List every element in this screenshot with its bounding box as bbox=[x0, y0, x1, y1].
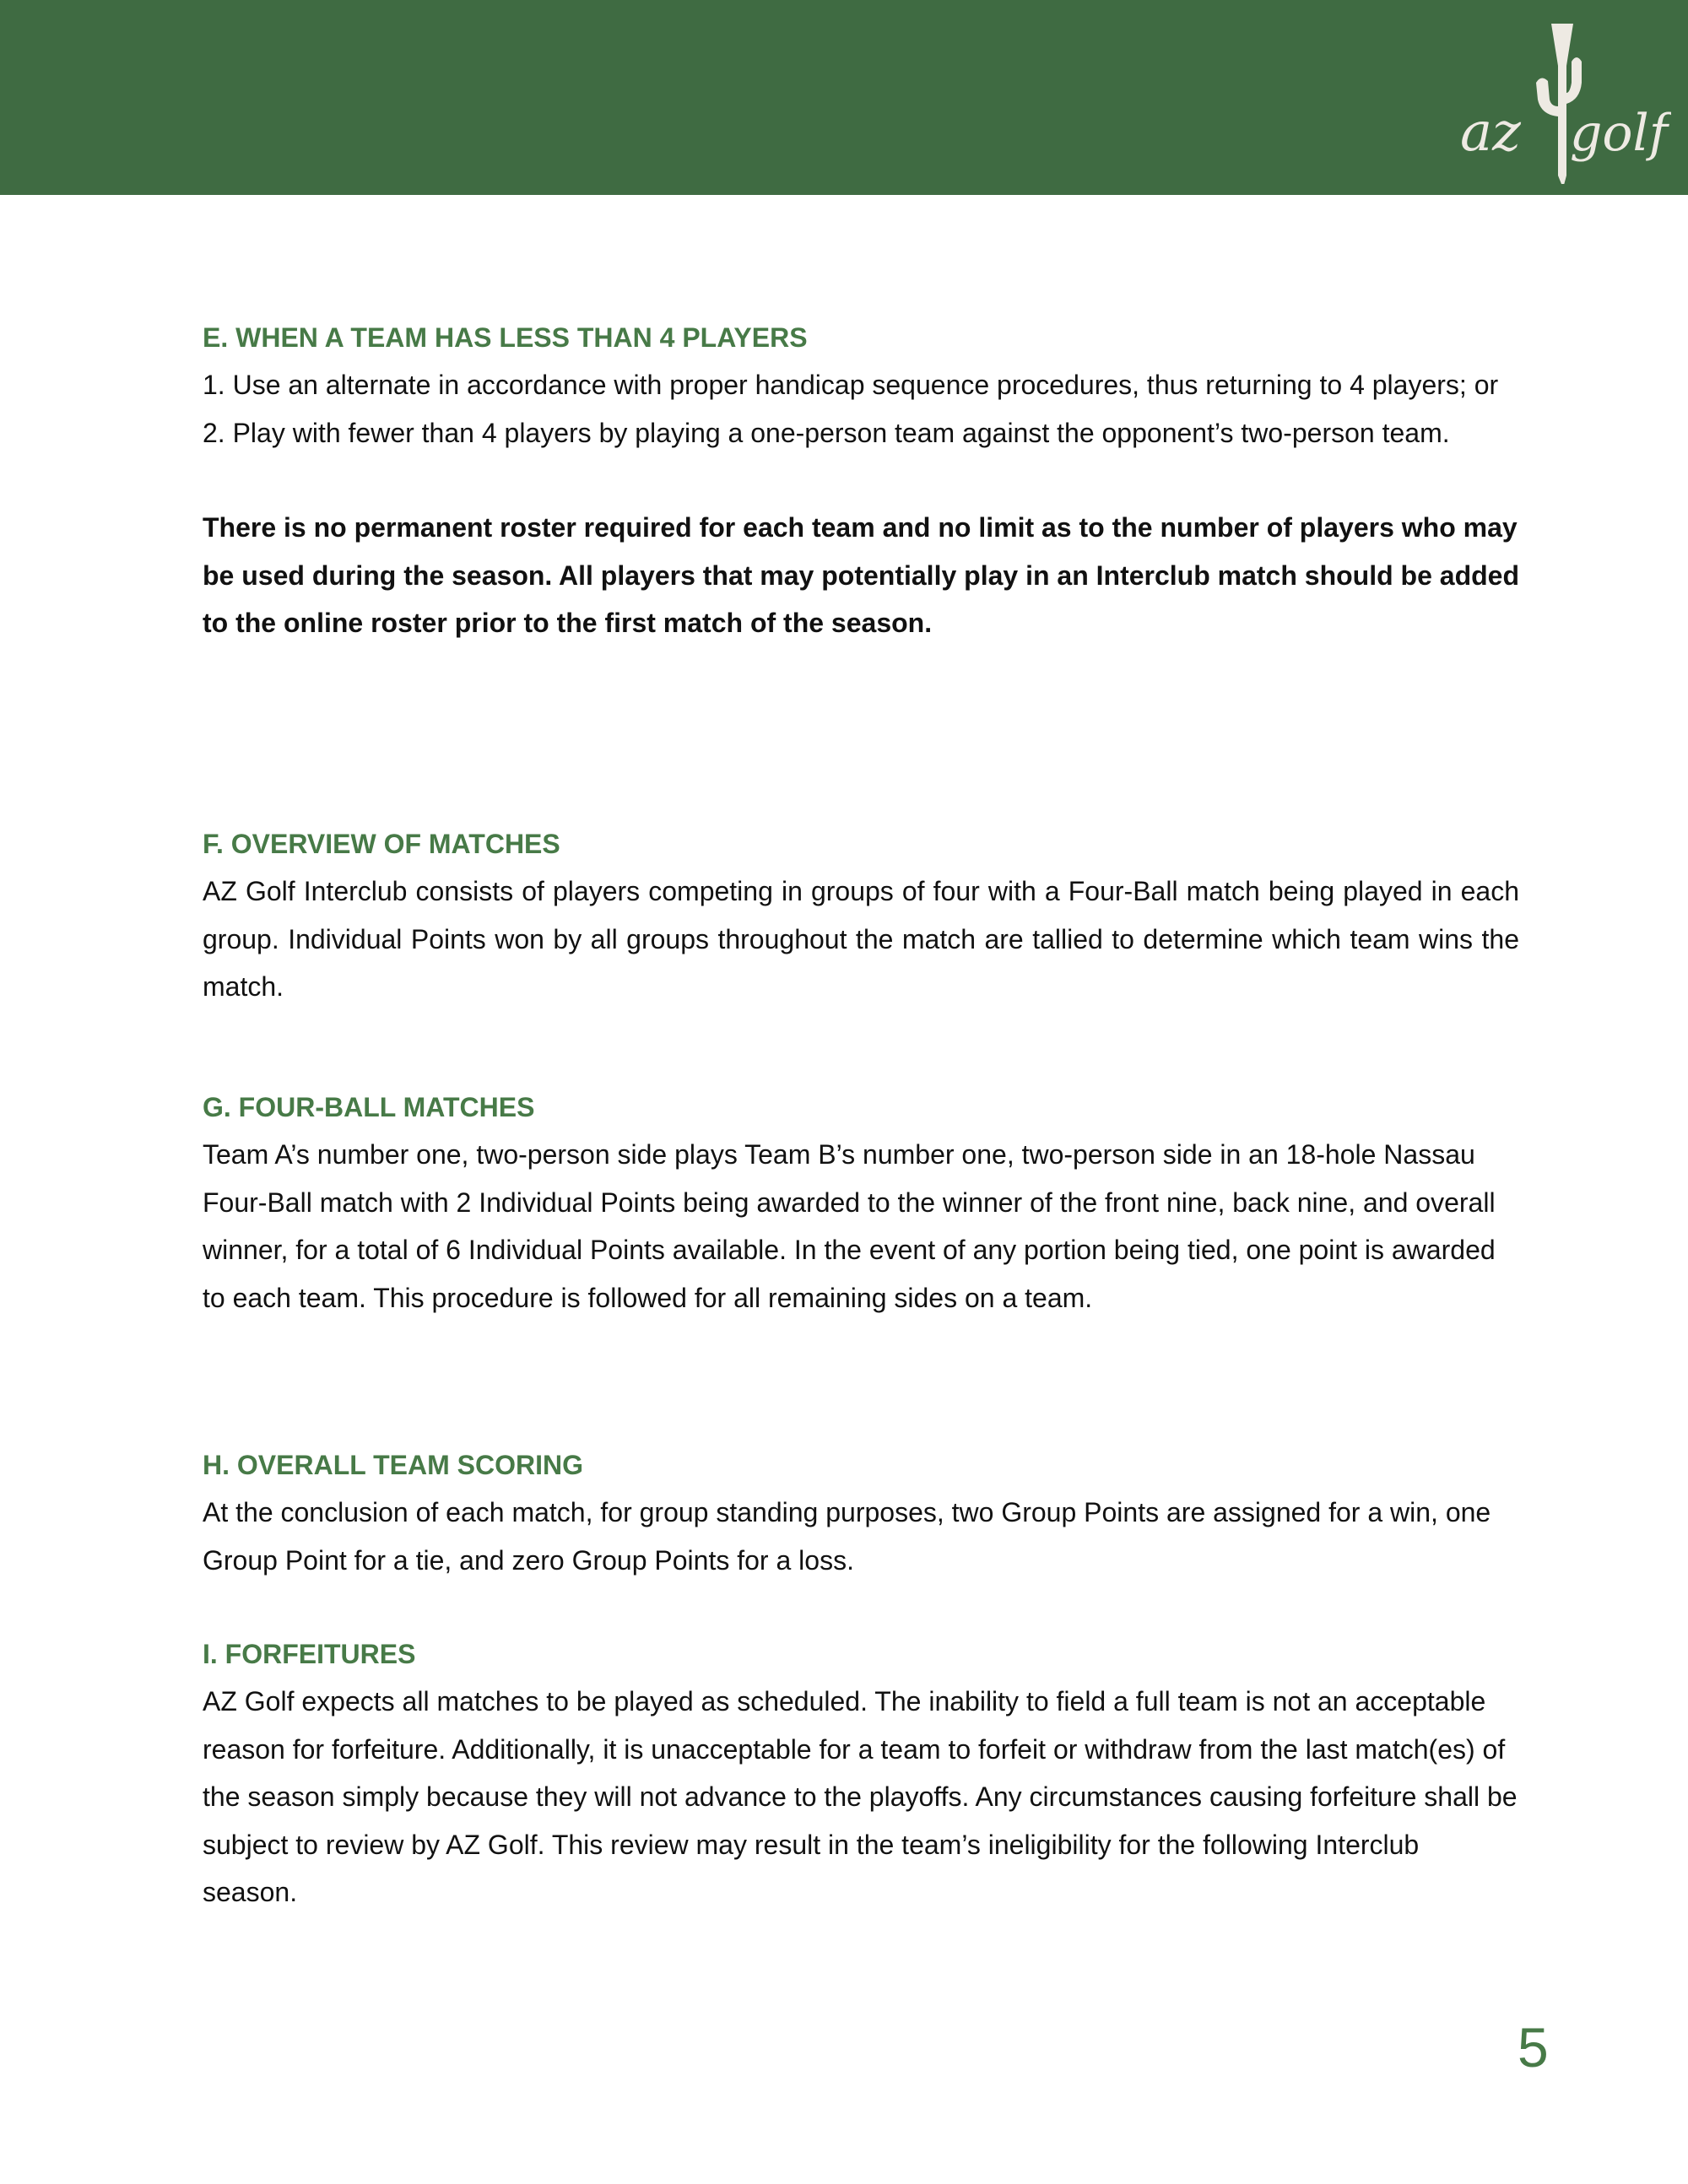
section-heading: G. FOUR-BALL MATCHES bbox=[203, 1092, 535, 1122]
section-e bbox=[203, 314, 1519, 647]
svg-text:golf: golf bbox=[1570, 104, 1668, 163]
page-number: 5 bbox=[1518, 2016, 1549, 2079]
section-body: AZ Golf expects all matches to be played as scheduled. The inability to field a full team is not an acceptable reason for forfeiture. Additionally, it is unacceptable for a team to forfeit or withdraw from the last match(es) of the season simply because they will not advance to the playoffs. Any circumstances causing forfeiture shall be subject to review by AZ Golf. This review may result in the team’s ineligibility for the following Interclub season. bbox=[203, 1686, 1518, 1907]
svg-text:az: az bbox=[1460, 101, 1521, 164]
section-body: Team A’s number one, two-person side plays Team B’s number one, two-person side in an 18-hole Nassau Four-Ball match with 2 Individual Points being awarded to the winner of the front nine, back nine, and overall winner, for a total of 6 Individual Points available. In the event of any portion being tied, one point is awarded to each team. This procedure is followed for all remaining sides on a team. bbox=[203, 1139, 1496, 1313]
list-item: 1. Use an alternate in accordance with proper handicap sequence procedures, thus returning to 4 players; or bbox=[203, 370, 1499, 400]
roster-note: There is no permanent roster required for each team and no limit as to the number of players who may be used during the season. All players that may potentially play in an Interclub match should be added to the online roster prior to the first match of the season. bbox=[203, 512, 1520, 638]
az-golf-logo bbox=[1460, 15, 1671, 184]
section-heading: E. WHEN A TEAM HAS LESS THAN 4 PLAYERS bbox=[203, 322, 808, 353]
section-heading: F. OVERVIEW OF MATCHES bbox=[203, 829, 560, 859]
section-g bbox=[203, 1084, 1519, 1322]
section-heading: I. FORFEITURES bbox=[203, 1639, 416, 1669]
section-i bbox=[203, 1630, 1519, 1916]
section-body: At the conclusion of each match, for group standing purposes, two Group Points are assigned for a win, one Group Point for a tie, and zero Group Points for a loss. bbox=[203, 1497, 1491, 1576]
section-f bbox=[203, 820, 1519, 1011]
section-heading: H. OVERALL TEAM SCORING bbox=[203, 1450, 583, 1480]
page-header-band bbox=[0, 0, 1688, 195]
section-body: AZ Golf Interclub consists of players competing in groups of four with a Four-Ball match being played in each group. Individual Points won by all groups throughout the match are tallied to determine which team wins the match. bbox=[203, 876, 1519, 1002]
section-h bbox=[203, 1441, 1519, 1584]
list-item: 2. Play with fewer than 4 players by playing a one-person team against the opponent’s two-person team. bbox=[203, 417, 1450, 448]
